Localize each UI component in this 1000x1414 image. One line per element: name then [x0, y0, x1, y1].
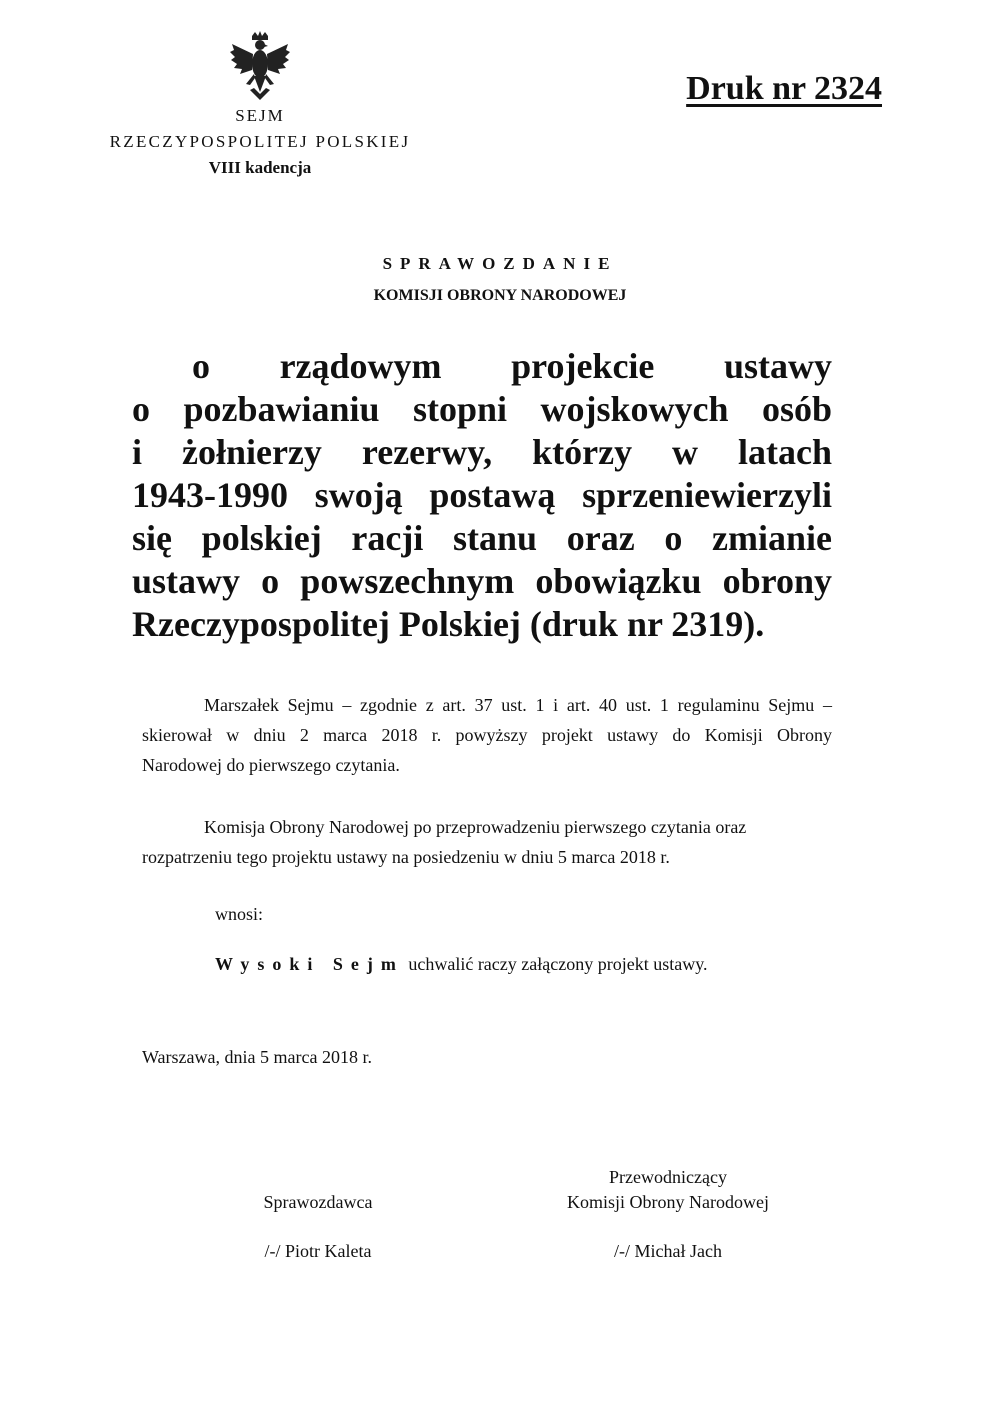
paragraph-line: skierował w dniu 2 marca 2018 r. powyższy projekt ustawy do Komisji Obrony	[142, 725, 832, 745]
report-title	[132, 345, 832, 646]
title-line: o pozbawianiu stopni wojskowych osób	[132, 389, 832, 429]
chairman-name: /-/ Michał Jach	[614, 1241, 722, 1261]
paragraph-committee-review	[142, 812, 832, 872]
committee-heading: KOMISJI OBRONY NARODOWEJ	[373, 287, 627, 304]
motion-intro: wnosi:	[215, 904, 264, 924]
title-line: o rządowym projekcie ustawy	[192, 346, 832, 386]
motion-rest: uchwalić raczy załączony projekt ustawy.	[408, 954, 708, 974]
polish-eagle-emblem-icon	[228, 30, 292, 102]
rapporteur-title: Sprawozdawca	[263, 1192, 373, 1212]
eagle-svg	[228, 30, 292, 102]
paragraph-referral	[142, 690, 832, 780]
org-name-line2: RZECZYPOSPOLITEJ POLSKIEJ	[109, 132, 411, 151]
title-line: i żołnierzy rezerwy, którzy w latach	[132, 432, 832, 472]
title-line: Rzeczypospolitej Polskiej (druk nr 2319).	[132, 604, 765, 644]
rapporteur-name: /-/ Piotr Kaleta	[264, 1241, 372, 1261]
org-name-line1: SEJM	[235, 106, 285, 125]
paragraph-line: Komisja Obrony Narodowej po przeprowadzeniu pierwszego czytania oraz	[204, 817, 747, 837]
place-date: Warszawa, dnia 5 marca 2018 r.	[142, 1047, 372, 1067]
paragraph-line: Narodowej do pierwszego czytania.	[142, 755, 400, 775]
paragraph-line: Marszałek Sejmu – zgodnie z art. 37 ust. 1 i art. 40 ust. 1 regulaminu Sejmu –	[204, 695, 832, 715]
print-number: Druk nr 2324	[686, 70, 882, 107]
paragraph-line: rozpatrzeniu tego projektu ustawy na posiedzeniu w dniu 5 marca 2018 r.	[142, 847, 670, 867]
term-label: VIII kadencja	[208, 158, 312, 177]
motion-text	[215, 954, 708, 975]
motion-addressee: Wysoki Sejm	[215, 954, 404, 974]
title-line: 1943-1990 swoją postawą sprzeniewierzyli	[132, 475, 832, 515]
chairman-committee: Komisji Obrony Narodowej	[567, 1192, 769, 1212]
title-line: ustawy o powszechnym obowiązku obrony	[132, 561, 832, 601]
title-line: się polskiej racji stanu oraz o zmianie	[132, 518, 832, 558]
document-type-heading: SPRAWOZDANIE	[382, 254, 618, 273]
chairman-title: Przewodniczący	[609, 1167, 727, 1187]
